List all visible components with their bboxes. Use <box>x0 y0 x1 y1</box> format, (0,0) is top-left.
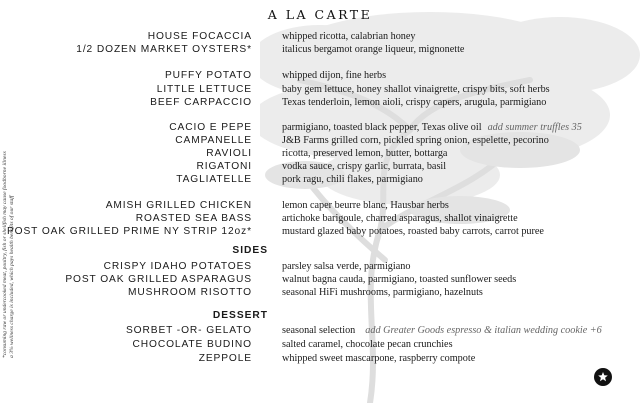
item-name: ROASTED SEA BASS <box>135 213 252 224</box>
item-description: italicus bergamot orange liqueur, mignonette <box>282 44 465 55</box>
item-description: artichoke barigoule, charred asparagus, shallot vinaigrette <box>282 213 518 224</box>
item-name: CRISPY IDAHO POTATOES <box>103 261 252 272</box>
item-description: baby gem lettuce, honey shallot vinaigrette, crispy bits, soft herbs <box>282 84 550 95</box>
menu-item <box>0 174 640 186</box>
item-addon: add Greater Goods espresso & italian wedding cookie +6 <box>365 325 602 336</box>
item-description-text: parmigiano, toasted black pepper, Texas olive oil <box>282 122 482 133</box>
menu-item <box>0 161 640 173</box>
section-title: SIDES <box>232 245 268 256</box>
section-title: DESSERT <box>212 310 268 321</box>
item-name: 1/2 DOZEN MARKET OYSTERS* <box>76 44 252 55</box>
item-description: seasonal HiFi mushrooms, parmigiano, hazelnuts <box>282 287 483 298</box>
wellness-charge-note: a 3% wellness charge is included, which pays health benefits of our staff <box>9 195 15 358</box>
item-name: PUFFY POTATO <box>164 70 252 81</box>
item-name: LITTLE LETTUCE <box>156 84 252 95</box>
item-name: RIGATONI <box>196 161 252 172</box>
item-description: mustard glazed baby potatoes, roasted baby carrots, carrot puree <box>282 226 544 237</box>
item-description: vodka sauce, crispy garlic, burrata, basil <box>282 161 447 172</box>
section-heading-dessert <box>0 310 640 322</box>
item-description: lemon caper beurre blanc, Hausbar herbs <box>282 200 449 211</box>
menu-item <box>0 122 640 134</box>
item-description: salted caramel, chocolate pecan crunchies <box>282 339 453 350</box>
item-description: whipped ricotta, calabrian honey <box>282 31 416 42</box>
menu-item <box>0 287 640 299</box>
item-description: parsley salsa verde, parmigiano <box>282 261 411 272</box>
item-description: pork ragu, chili flakes, parmigiano <box>282 174 423 185</box>
item-name: AMISH GRILLED CHICKEN <box>105 200 252 211</box>
section-heading-sides <box>0 245 640 257</box>
item-name: SORBET -OR- GELATO <box>125 325 252 336</box>
item-name: MUSHROOM RISOTTO <box>127 287 252 298</box>
menu-item <box>0 325 640 337</box>
menu-item <box>0 213 640 225</box>
menu-item <box>0 70 640 82</box>
menu-item <box>0 44 640 56</box>
menu-item <box>0 261 640 273</box>
item-name: TAGLIATELLE <box>176 174 252 185</box>
item-addon: add summer truffles 35 <box>487 122 582 133</box>
menu-item <box>0 200 640 212</box>
menu-item <box>0 97 640 109</box>
item-name: POST OAK GRILLED ASPARAGUS <box>65 274 252 285</box>
item-name: ZEPPOLE <box>198 353 252 364</box>
item-description: J&B Farms grilled corn, pickled spring onion, espelette, pecorino <box>282 135 549 146</box>
menu-title: A LA CARTE <box>267 7 373 22</box>
item-name: BEEF CARPACCIO <box>150 97 252 108</box>
item-name: CAMPANELLE <box>175 135 252 146</box>
item-description <box>282 325 602 336</box>
item-description: whipped dijon, fine herbs <box>282 70 387 81</box>
menu-item <box>0 148 640 160</box>
item-description <box>282 122 582 133</box>
item-description: ricotta, preserved lemon, butter, bottarga <box>282 148 448 159</box>
star-badge-icon <box>597 371 609 383</box>
floating-action-button[interactable] <box>594 368 612 386</box>
item-name: CHOCOLATE BUDINO <box>132 339 252 350</box>
item-description-text: seasonal selection <box>282 325 356 336</box>
item-name: RAVIOLI <box>206 148 252 159</box>
item-name: HOUSE FOCACCIA <box>147 31 252 42</box>
menu-item <box>0 226 640 238</box>
item-description: Texas tenderloin, lemon aioli, crispy capers, arugula, parmigiano <box>282 97 547 108</box>
menu-item <box>0 31 640 43</box>
menu-item <box>0 274 640 286</box>
item-description: walnut bagna cauda, parmigiano, toasted sunflower seeds <box>282 274 517 285</box>
item-description: whipped sweet mascarpone, raspberry compote <box>282 353 476 364</box>
menu-item <box>0 339 640 351</box>
item-name: CACIO E PEPE <box>169 122 252 133</box>
item-name: POST OAK GRILLED PRIME NY STRIP 12oz* <box>6 226 252 237</box>
raw-food-warning: *consuming raw or undercooked meat, poultry, fish or shellfish may cause foodborne illness <box>2 151 8 358</box>
menu-item <box>0 135 640 147</box>
menu-item <box>0 353 640 365</box>
menu-item <box>0 84 640 96</box>
